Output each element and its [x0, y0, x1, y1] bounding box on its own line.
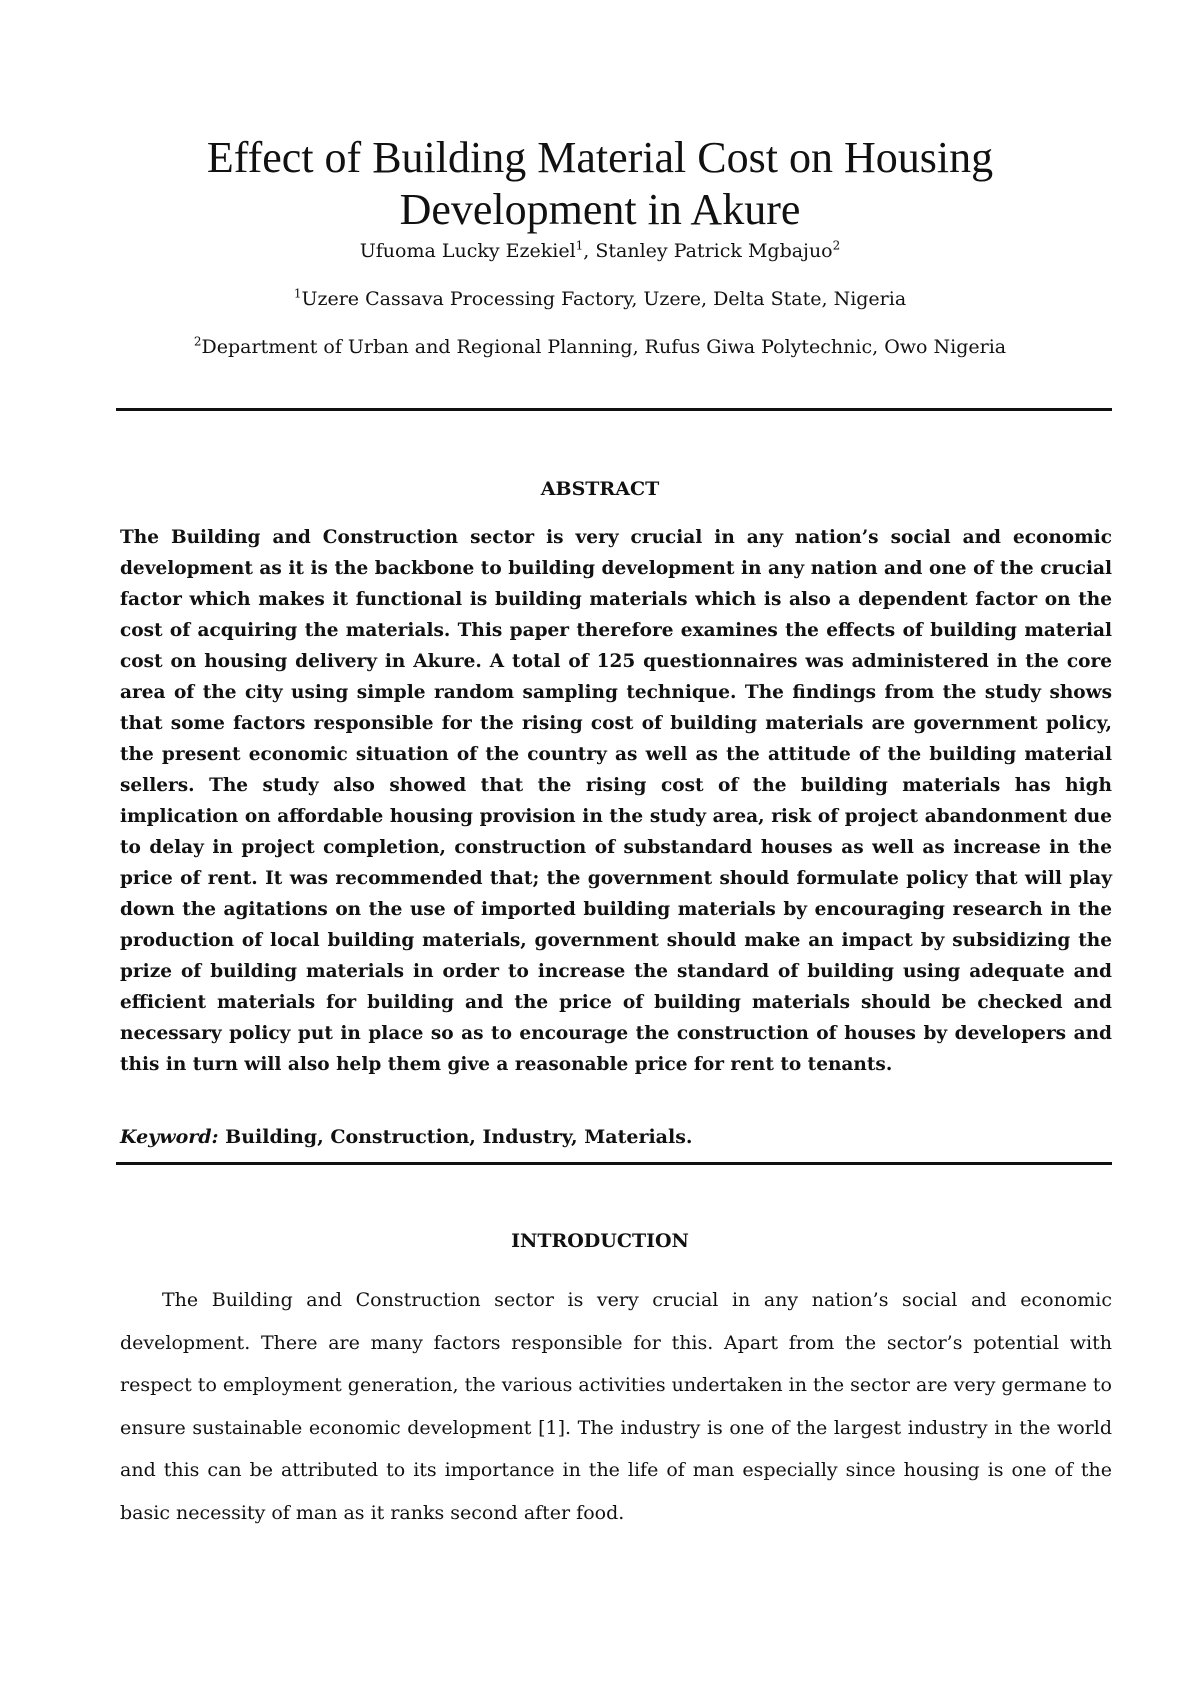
author-separator: , — [583, 240, 596, 262]
bottom-divider — [116, 1162, 1112, 1165]
keywords-label: Keyword: — [120, 1126, 219, 1148]
introduction-text: The Building and Construction sector is very crucial in any nation’s social and economic development. There are many factors responsible for this. Apart from the sector’s potential with respect to employment generation, the various activities undertaken in the sector are very germane to ensure sustainable economic development [1]. The industry is one of the largest industry in the world and this can be attributed to its importance in the life of man especially since housing is one of the basic necessity of man as it ranks second after food. — [120, 1289, 1112, 1524]
title-line-2: Development in Akure — [399, 185, 801, 234]
affiliation-text: Uzere Cassava Processing Factory, Uzere, Delta State, Nigeria — [301, 288, 907, 310]
paper-title — [100, 132, 1100, 236]
keywords-text: Building, Construction, Industry, Materials. — [218, 1126, 693, 1148]
affiliation-1 — [100, 286, 1100, 312]
affiliation-mark: 1 — [293, 286, 302, 301]
introduction-heading: INTRODUCTION — [511, 1230, 689, 1252]
affiliation-mark: 2 — [832, 238, 841, 253]
title-line-1: Effect of Building Material Cost on Housing — [206, 133, 994, 182]
abstract-heading: ABSTRACT — [540, 478, 660, 500]
affiliation-2 — [100, 334, 1100, 360]
abstract-text: The Building and Construction sector is very crucial in any nation’s social and economic development as it is the backbone to building development in any nation and one of the crucial factor which makes it functional is building materials which is also a dependent factor on the cost of acquiring the materials. This paper therefore examines the effects of building material cost on housing delivery in Akure. A total of 125 questionnaires was administered in the core area of the city using simple random sampling technique. The findings from the study shows that some factors responsible for the rising cost of building materials are government policy, the present economic situation of the country as well as the attitude of the building material sellers. The study also showed that the rising cost of the building materials has high implication on affordable housing provision in the study area, risk of project abandonment due to delay in project completion, construction of substandard houses as well as increase in the price of rent. It was recommended that; the government should formulate policy that will play down the agitations on the use of imported building materials by encouraging research in the production of local building materials, government should make an impact by subsidizing the prize of building materials in order to increase the standard of building using adequate and efficient materials for building and the price of building materials should be checked and necessary policy put in place so as to encourage the construction of houses by developers and this in turn will also help them give a reasonable price for rent to tenants. — [120, 527, 1112, 1075]
affiliation-mark: 1 — [575, 238, 584, 253]
keywords — [120, 1124, 1112, 1150]
author-name: Stanley Patrick Mgbajuo — [595, 240, 833, 262]
affiliation-text: Department of Urban and Regional Planning, Rufus Giwa Polytechnic, Owo Nigeria — [201, 336, 1007, 358]
top-divider — [116, 408, 1112, 411]
affiliation-mark: 2 — [193, 334, 202, 349]
author-name: Ufuoma Lucky Ezekiel — [359, 240, 576, 262]
author-list — [100, 238, 1100, 264]
